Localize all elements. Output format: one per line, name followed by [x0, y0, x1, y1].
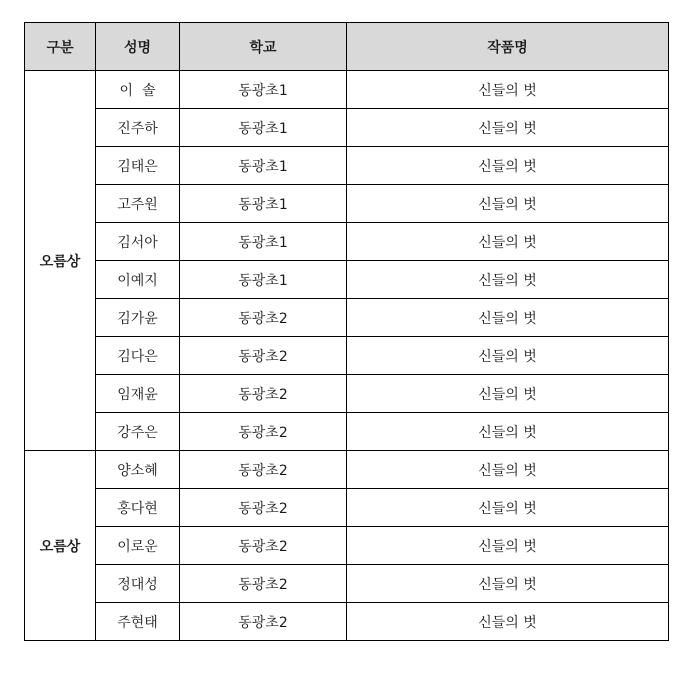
name-cell: 김가윤	[96, 299, 180, 337]
school-cell: 동광초2	[180, 565, 347, 603]
name-cell: 이예지	[96, 261, 180, 299]
work-cell: 신들의 벗	[347, 451, 669, 489]
work-cell: 신들의 벗	[347, 337, 669, 375]
work-cell: 신들의 벗	[347, 603, 669, 641]
work-cell: 신들의 벗	[347, 527, 669, 565]
table-row	[25, 299, 669, 337]
work-cell: 신들의 벗	[347, 565, 669, 603]
work-cell: 신들의 벗	[347, 109, 669, 147]
table-row	[25, 223, 669, 261]
name-cell: 정대성	[96, 565, 180, 603]
school-cell: 동광초2	[180, 413, 347, 451]
work-cell: 신들의 벗	[347, 223, 669, 261]
name-cell: 이로운	[96, 527, 180, 565]
name-cell: 강주은	[96, 413, 180, 451]
school-cell: 동광초2	[180, 489, 347, 527]
school-cell: 동광초1	[180, 71, 347, 109]
header-row	[25, 23, 669, 71]
name-cell: 주현태	[96, 603, 180, 641]
school-cell: 동광초1	[180, 109, 347, 147]
school-cell: 동광초1	[180, 223, 347, 261]
table-row	[25, 375, 669, 413]
name-cell: 임재윤	[96, 375, 180, 413]
work-cell: 신들의 벗	[347, 261, 669, 299]
table-row	[25, 527, 669, 565]
table-row	[25, 451, 669, 489]
name-cell: 김태은	[96, 147, 180, 185]
award-table	[24, 22, 669, 641]
table-row	[25, 489, 669, 527]
name-cell: 김서아	[96, 223, 180, 261]
school-cell: 동광초1	[180, 185, 347, 223]
name-cell: 이 솔	[96, 71, 180, 109]
work-cell: 신들의 벗	[347, 185, 669, 223]
name-cell: 고주원	[96, 185, 180, 223]
school-cell: 동광초2	[180, 527, 347, 565]
school-cell: 동광초1	[180, 261, 347, 299]
category-cell: 오름상	[25, 451, 96, 641]
table-row	[25, 413, 669, 451]
header-name: 성명	[96, 23, 180, 71]
table-row	[25, 603, 669, 641]
table-row	[25, 337, 669, 375]
table-row	[25, 147, 669, 185]
name-cell: 김다은	[96, 337, 180, 375]
work-cell: 신들의 벗	[347, 489, 669, 527]
table-row	[25, 71, 669, 109]
school-cell: 동광초2	[180, 299, 347, 337]
school-cell: 동광초2	[180, 337, 347, 375]
name-cell: 양소혜	[96, 451, 180, 489]
table-row	[25, 185, 669, 223]
header-work: 작품명	[347, 23, 669, 71]
school-cell: 동광초2	[180, 451, 347, 489]
table-row	[25, 261, 669, 299]
header-school: 학교	[180, 23, 347, 71]
school-cell: 동광초2	[180, 603, 347, 641]
table-row	[25, 565, 669, 603]
name-cell: 진주하	[96, 109, 180, 147]
name-cell: 홍다현	[96, 489, 180, 527]
table-body	[25, 71, 669, 641]
work-cell: 신들의 벗	[347, 375, 669, 413]
table-row	[25, 109, 669, 147]
school-cell: 동광초2	[180, 375, 347, 413]
school-cell: 동광초1	[180, 147, 347, 185]
work-cell: 신들의 벗	[347, 413, 669, 451]
header-category: 구분	[25, 23, 96, 71]
category-cell: 오름상	[25, 71, 96, 451]
work-cell: 신들의 벗	[347, 299, 669, 337]
work-cell: 신들의 벗	[347, 147, 669, 185]
work-cell: 신들의 벗	[347, 71, 669, 109]
